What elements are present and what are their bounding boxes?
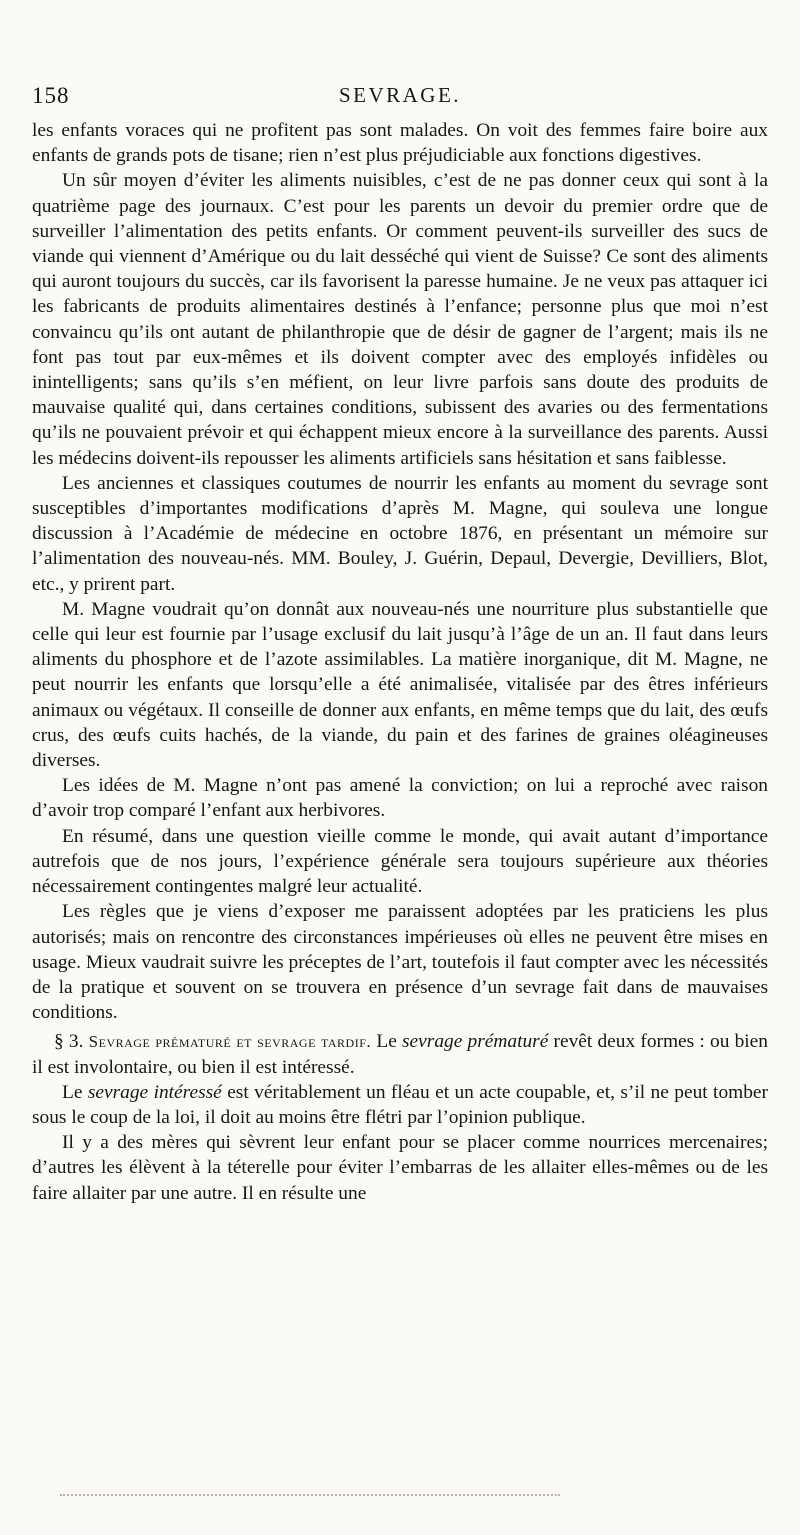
page-header (32, 83, 768, 113)
running-head: SEVRAGE. (338, 83, 462, 107)
section-rest: revêt deux formes : ou bien il est involontaire, ou bien il est intéressé. (32, 1031, 768, 1078)
paragraph: Les idées de M. Magne n’ont pas amené la conviction; on lui a reproché avec raison d’avoir trop comparé l’enfant aux herbivores. (32, 775, 768, 822)
paragraph: les enfants voraces qui ne profitent pas sont malades. On voit des femmes faire boire aux enfants de grands pots de tisane; rien n’est plus préjudiciable aux fonctions digestives. (32, 120, 768, 167)
page-number: 158 (32, 83, 70, 108)
body-text (32, 118, 768, 1206)
paragraph-term: sevrage intéressé (87, 1081, 222, 1103)
paragraph: Un sûr moyen d’éviter les aliments nuisibles, c’est de ne pas donner ceux qui sont à la quatrième page des journaux. C’est pour les parents un devoir du premier ordre que de surveiller l’alimentation des petits enfants. Or comment peuvent-ils surveiller des sucs de viande qui viennent d’Amérique ou du lait desséché qui vient de Suisse? Ce sont des aliments qui auront toujours du succès, car ils favorisent la paresse humaine. Je ne veux pas attaquer ici les fabricants de produits alimentaires destinés à l’enfance; personne plus que moi n’est convaincu qu’ils ont autant de philanthropie que de désir de gagner de l’argent; mais ils ne font pas tout par eux-mêmes et ils doivent compter avec des employés infidèles ou inintelligents; sans qu’ils s’en méfient, on leur livre parfois sans doute des produits de mauvaise qualité qui, dans certaines conditions, subissent des avaries ou des fermentations qu’ils ne pouvaient prévoir et qui échappent mieux encore à la surveillance des parents. Aussi les médecins doivent-ils repousser les aliments artificiels sans hésitation et sans faiblesse. (32, 170, 768, 469)
section-paragraph (32, 1029, 768, 1079)
paragraph-lead: Le (62, 1081, 83, 1103)
bleed-through-rule (60, 1494, 560, 1496)
section-heading: Sevrage prématuré et sevrage tardif. (88, 1032, 372, 1052)
paragraph: Il y a des mères qui sèvrent leur enfant pour se placer comme nourrices mercenaires; d’autres les élèvent à la téterelle pour éviter l’embarras de les allaiter elles-mêmes ou de les faire allaiter par une autre. Il en résulte une (32, 1132, 768, 1204)
paragraph: M. Magne voudrait qu’on donnât aux nouveau-nés une nourriture plus substantielle que celle qui leur est fournie par l’usage exclusif du lait jusqu’à l’âge de un an. Il faut dans leurs aliments du phosphore et de l’azote assimilables. La matière inorganique, dit M. Magne, ne peut nourrir les enfants que lorsqu’elle a été animalisée, vitalisée par des êtres inférieurs animaux ou végétaux. Il conseille de donner aux enfants, en même temps que du lait, des œufs crus, des œufs cuits hachés, de la viande, du pain et des farines de graines oléagineuses diverses. (32, 598, 768, 772)
paragraph: Les anciennes et classiques coutumes de nourrir les enfants au moment du sevrage sont susceptibles d’importantes modifications d’après M. Magne, qui souleva une longue discussion à l’Académie de médecine en octobre 1876, en présentant un mémoire sur l’alimentation des nouveau-nés. MM. Bouley, J. Guérin, Depaul, Devergie, Devilliers, Blot, etc., y prirent part. (32, 472, 768, 595)
paragraph: En résumé, dans une question vieille comme le monde, qui avait autant d’importance autrefois que de nos jours, l’expérience générale sera toujours supérieure aux théories nécessairement contingentes malgré leur actualité. (32, 825, 768, 898)
section-term: sevrage prématuré (402, 1031, 549, 1053)
paragraph-rest: est véritablement un fléau et un acte coupable, et, s’il ne peut tomber sous le coup de la loi, il doit au moins être flétri par l’opinion publique. (32, 1081, 768, 1128)
paragraph: Les règles que je viens d’exposer me paraissent adoptées par les praticiens les plus autorisés; mais on rencontre des circonstances impérieuses où elles ne peuvent être mises en usage. Mieux vaudrait suivre les préceptes de l’art, toutefois il faut compter avec les nécessités de la pratique et souvent on se trouvera en présence d’un sevrage fait dans de mauvaises conditions. (32, 901, 768, 1024)
paragraph (32, 1080, 768, 1130)
section-mark: § 3. (54, 1031, 84, 1053)
section-lead: Le (376, 1031, 397, 1053)
